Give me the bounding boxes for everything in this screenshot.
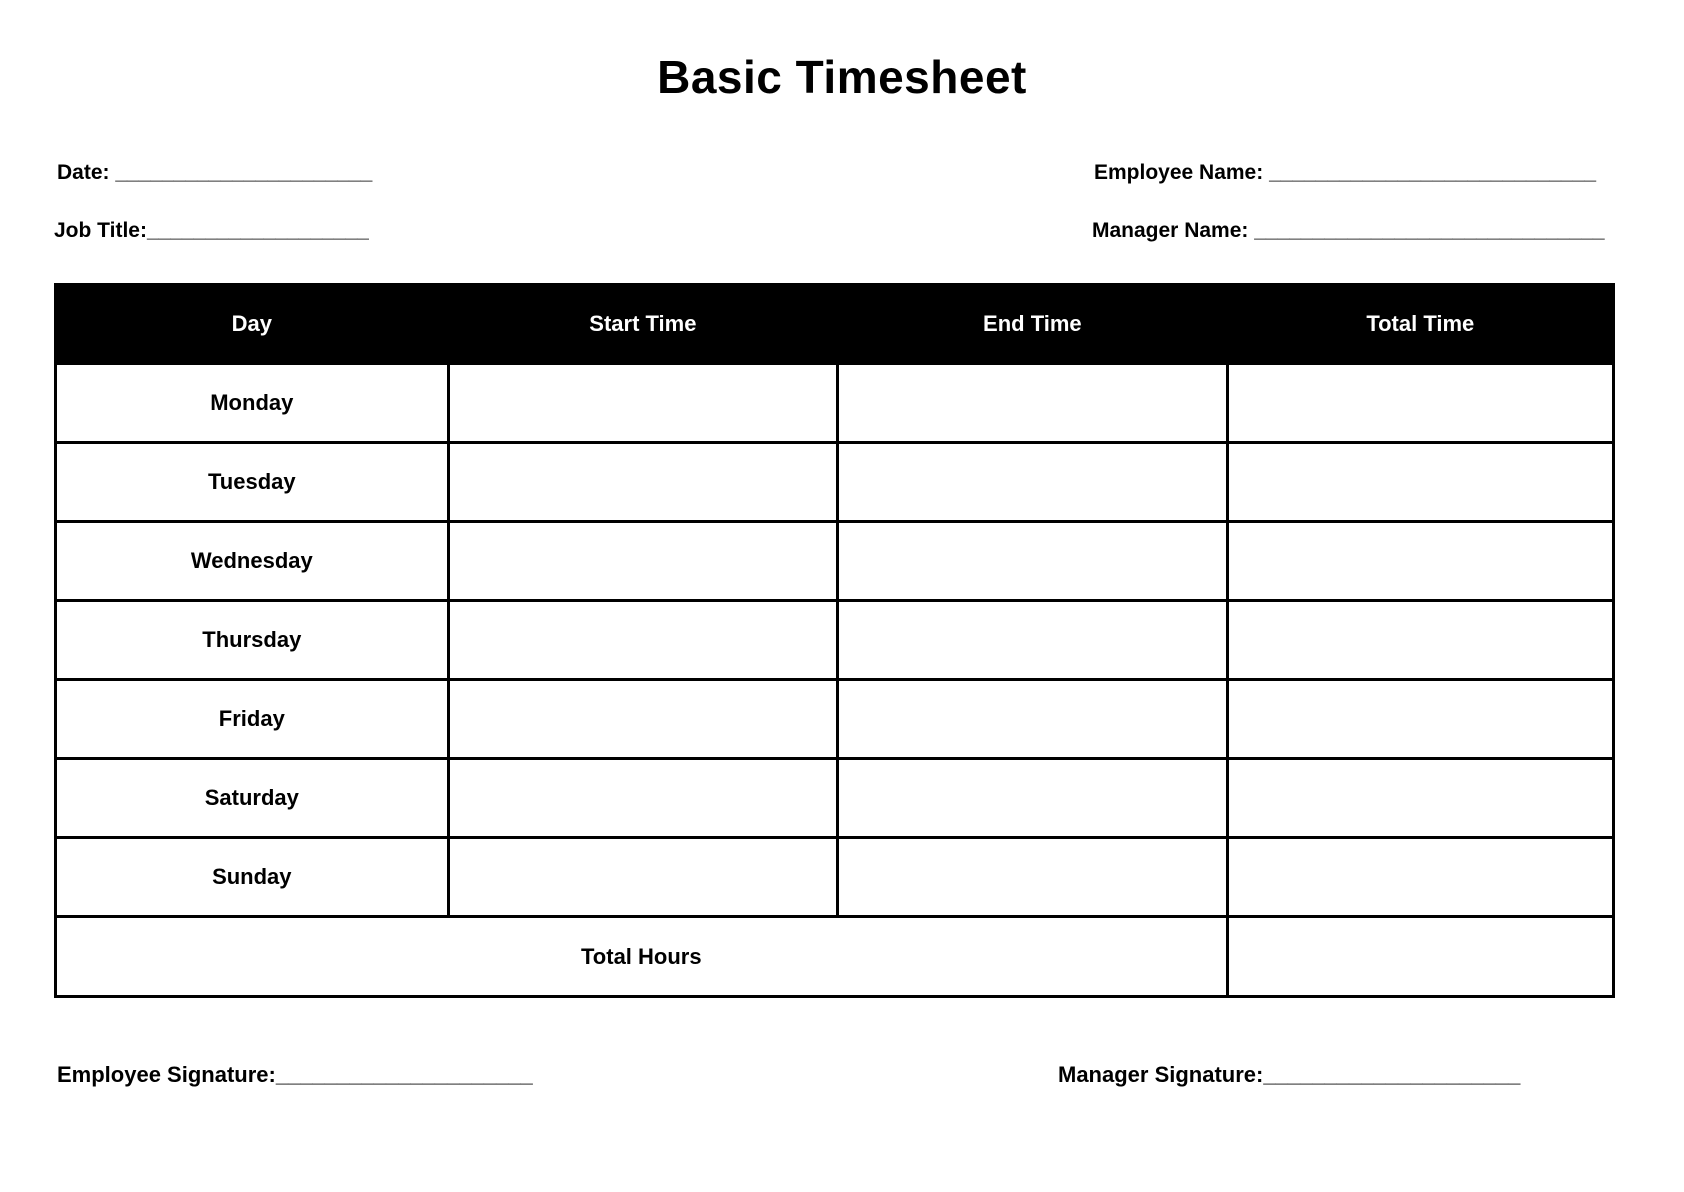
manager-name-label: Manager Name: — [1092, 219, 1255, 242]
sunday-start-time-cell[interactable] — [448, 838, 838, 917]
manager-name-field — [1092, 219, 1605, 243]
column-header-day: Day — [56, 285, 449, 364]
date-blank-line[interactable]: ______________________ — [115, 161, 373, 184]
saturday-start-time-cell[interactable] — [448, 759, 838, 838]
job-title-label: Job Title: — [54, 219, 147, 242]
table-row — [56, 522, 1614, 601]
table-row — [56, 443, 1614, 522]
employee-signature-label: Employee Signature: — [57, 1062, 276, 1087]
day-cell-wednesday: Wednesday — [56, 522, 449, 601]
tuesday-end-time-cell[interactable] — [838, 443, 1228, 522]
column-header-total-time: Total Time — [1227, 285, 1613, 364]
thursday-total-time-cell[interactable] — [1227, 601, 1613, 680]
monday-start-time-cell[interactable] — [448, 364, 838, 443]
total-hours-label-cell: Total Hours — [56, 917, 1228, 997]
table-row — [56, 680, 1614, 759]
employee-name-blank-line[interactable]: ____________________________ — [1269, 161, 1597, 184]
day-cell-thursday: Thursday — [56, 601, 449, 680]
table-row — [56, 601, 1614, 680]
timesheet-table — [54, 283, 1615, 998]
date-label: Date: — [57, 161, 116, 184]
thursday-end-time-cell[interactable] — [838, 601, 1228, 680]
day-cell-sunday: Sunday — [56, 838, 449, 917]
day-cell-monday: Monday — [56, 364, 449, 443]
table-row — [56, 838, 1614, 917]
monday-end-time-cell[interactable] — [838, 364, 1228, 443]
saturday-total-time-cell[interactable] — [1227, 759, 1613, 838]
thursday-start-time-cell[interactable] — [448, 601, 838, 680]
wednesday-total-time-cell[interactable] — [1227, 522, 1613, 601]
tuesday-start-time-cell[interactable] — [448, 443, 838, 522]
manager-signature-label: Manager Signature: — [1058, 1062, 1264, 1087]
table-row — [56, 364, 1614, 443]
friday-end-time-cell[interactable] — [838, 680, 1228, 759]
table-header-row — [56, 285, 1614, 364]
total-hours-value-cell[interactable] — [1227, 917, 1613, 997]
wednesday-start-time-cell[interactable] — [448, 522, 838, 601]
employee-signature-field — [57, 1062, 533, 1088]
table-row — [56, 759, 1614, 838]
job-title-field — [54, 219, 369, 243]
sunday-total-time-cell[interactable] — [1227, 838, 1613, 917]
manager-signature-field — [1058, 1062, 1520, 1088]
day-cell-tuesday: Tuesday — [56, 443, 449, 522]
day-cell-saturday: Saturday — [56, 759, 449, 838]
monday-total-time-cell[interactable] — [1227, 364, 1613, 443]
tuesday-total-time-cell[interactable] — [1227, 443, 1613, 522]
column-header-start-time: Start Time — [448, 285, 838, 364]
manager-name-blank-line[interactable]: ______________________________ — [1254, 219, 1605, 242]
employee-name-field — [1094, 161, 1596, 185]
day-cell-friday: Friday — [56, 680, 449, 759]
page-title: Basic Timesheet — [657, 51, 1027, 103]
friday-total-time-cell[interactable] — [1227, 680, 1613, 759]
saturday-end-time-cell[interactable] — [838, 759, 1228, 838]
manager-signature-blank-line[interactable]: _____________________ — [1263, 1062, 1521, 1087]
employee-name-label: Employee Name: — [1094, 161, 1270, 184]
sunday-end-time-cell[interactable] — [838, 838, 1228, 917]
employee-signature-blank-line[interactable]: _____________________ — [275, 1062, 533, 1087]
date-field — [57, 161, 372, 185]
job-title-blank-line[interactable]: ___________________ — [146, 219, 369, 242]
wednesday-end-time-cell[interactable] — [838, 522, 1228, 601]
column-header-end-time: End Time — [838, 285, 1228, 364]
total-hours-row — [56, 917, 1614, 997]
friday-start-time-cell[interactable] — [448, 680, 838, 759]
